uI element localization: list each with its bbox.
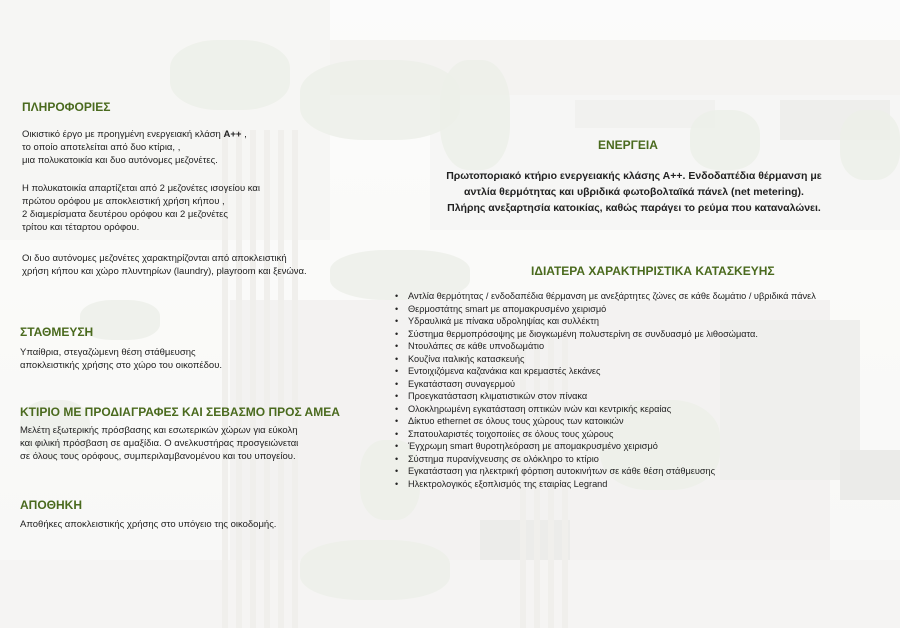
- accessibility-text: Μελέτη εξωτερικής πρόσβασης και εσωτερικών χώρων για εύκολη και φιλική πρόσβαση σε αμαξίδια. Ο ανελκυστήρας προσγειώνεται σε όλους τους ορόφους, συμπεριλαμβανομένου και του υπογείου.: [20, 425, 299, 462]
- list-item: • Κουζίνα ιταλικής κατασκευής: [393, 353, 898, 366]
- list-item: • Σύστημα θερμοπρόσοψης με διογκωμένη πολυστερίνη σε συνδυασμό με λιθοσώματα.: [393, 328, 898, 341]
- list-item: • Σπατουλαριστές τοιχοποιίες σε όλους τους χώρους: [393, 428, 898, 441]
- features-list: [393, 290, 898, 490]
- parking-text: Υπαίθρια, στεγαζώμενη θέση στάθμευσης αποκλειστικής χρήσης στο χώρο του οικοπέδου.: [20, 347, 223, 371]
- info-p1-after: , το οποίο αποτελείται από δυο κτίρια, , μια πολυκατοικία και δυο αυτόνομες μεζονέτες.: [22, 129, 247, 166]
- list-item: • Ολοκληρωμένη εγκατάσταση οπτικών ινών και κεντρικής κεραίας: [393, 403, 898, 416]
- list-item: • Δίκτυο ethernet σε όλους τους χώρους των κατοικιών: [393, 415, 898, 428]
- energy-line-1: Πρωτοποριακό κτήριο ενεργειακής κλάσης Α++. Ενδοδαπέδια θέρμανση με: [446, 170, 822, 182]
- info-paragraph-3: Οι δυο αυτόνομες μεζονέτες χαρακτηρίζονται από αποκλειστική χρήση κήπου και χώρο πλυντηρίων (laundry), playroom και ξενώνα.: [22, 253, 307, 277]
- info-paragraph-1: [22, 128, 247, 167]
- parking-heading: ΣΤΑΘΜΕΥΣΗ: [20, 325, 94, 339]
- storage-heading: ΑΠΟΘΗΚΗ: [20, 498, 82, 512]
- list-item: • Σύστημα πυρανίχνευσης σε ολόκληρο το κτίριο: [393, 453, 898, 466]
- list-item: • Ηλεκτρολογικός εξοπλισμός της εταιρίας Legrand: [393, 478, 898, 491]
- features-heading: ΙΔΙΑΤΕΡΑ ΧΑΡΑΚΤΗΡΙΣΤΙΚΑ ΚΑΤΑΣΚΕΥΗΣ: [531, 264, 775, 278]
- list-item: • Εγκατάσταση για ηλεκτρική φόρτιση αυτοκινήτων σε κάθε θέση στάθμευσης: [393, 465, 898, 478]
- energy-description: [400, 168, 868, 216]
- list-item: • Έγχρωμη smart θυροτηλεόραση με απομακρυσμένο χειρισμό: [393, 440, 898, 453]
- list-item: • Υδραυλικά με πίνακα υδροληψίας και συλλέκτη: [393, 315, 898, 328]
- energy-line-3: Πλήρης ανεξαρτησία κατοικίας, καθώς παράγει το ρεύμα που καταναλώνει.: [447, 202, 821, 214]
- info-heading: ΠΛΗΡΟΦΟΡΙΕΣ: [22, 100, 111, 114]
- info-paragraph-2: Η πολυκατοικία απαρτίζεται από 2 μεζονέτες ισογείου και πρώτου ορόφου με αποκλειστική χρήση κήπου , 2 διαμερίσματα δευτέρου ορόφου και 2 μεζονέτες τρίτου και τέταρτου ορόφου.: [22, 183, 261, 233]
- list-item: • Εντοιχιζόμενα καζανάκια και κρεμαστές λεκάνες: [393, 365, 898, 378]
- energy-class-badge: Α++: [223, 129, 242, 140]
- accessibility-heading: ΚΤΙΡΙΟ ΜΕ ΠΡΟΔΙΑΓΡΑΦΕΣ ΚΑΙ ΣΕΒΑΣΜΟ ΠΡΟΣ ΑΜΕΑ: [20, 405, 340, 419]
- list-item: • Εγκατάσταση συναγερμού: [393, 378, 898, 391]
- list-item: • Ντουλάπες σε κάθε υπνοδωμάτιο: [393, 340, 898, 353]
- info-p1-before: Οικιστικό έργο με προηγμένη ενεργειακή κλάση: [22, 129, 224, 140]
- storage-text: Αποθήκες αποκλειστικής χρήσης στο υπόγειο της οικοδομής.: [20, 519, 277, 530]
- energy-line-2: αντλία θερμότητας και υβριδικά φωτοβολταϊκά πάνελ (net metering).: [464, 186, 804, 198]
- list-item: • Προεγκατάσταση κλιματιστικών στον πίνακα: [393, 390, 898, 403]
- energy-heading: ΕΝΕΡΓΕΙΑ: [598, 138, 658, 152]
- list-item: • Θερμοστάτης smart με απομακρυσμένο χειρισμό: [393, 303, 898, 316]
- list-item: • Αντλία θερμότητας / ενδοδαπέδια θέρμανση με ανεξάρτητες ζώνες σε κάθε δωμάτιο / υβριδικά πάνελ: [393, 290, 898, 303]
